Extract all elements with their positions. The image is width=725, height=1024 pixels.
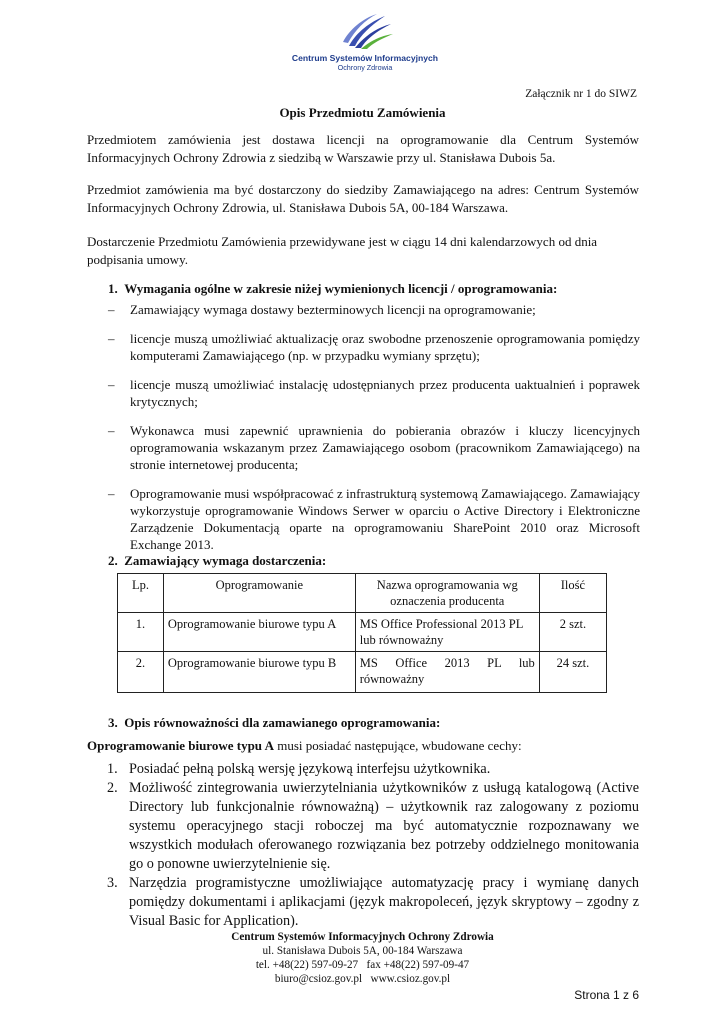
list-item-text: Możliwość zintegrowania uwierzytelniania użytkowników z usługą katalogową (Active Directory lub funkcjonalnie równoważną) – użytkownik raz zalogowany z poziomu systemu operacyjnego stacji roboczej ma być automatycznie rozpoznawany we wszystkich modułach oferowanego rozwiązania bez potrzeby oddzielnego monitowania go o ponowne uwierzytelnienie się. (129, 780, 639, 872)
dash-bullet: – (108, 377, 115, 392)
document-title: Opis Przedmiotu Zamówienia (279, 105, 446, 120)
requirements-list (108, 301, 640, 565)
table-cell-software: Oprogramowanie biurowe typu B (163, 652, 355, 693)
attachment-label: Załącznik nr 1 do SIWZ (525, 88, 637, 100)
list-item (108, 330, 640, 364)
software-table (117, 573, 607, 693)
logo-swoosh-icon (335, 12, 395, 52)
list-item (87, 874, 639, 931)
table-header-quantity: Ilość (539, 574, 606, 613)
table-header-product-name: Nazwa oprogramowania wg oznaczenia producenta (355, 574, 539, 613)
table-header-row (118, 574, 607, 613)
list-item (87, 779, 639, 874)
table-cell-software: Oprogramowanie biurowe typu A (163, 613, 355, 652)
table-row (118, 613, 607, 652)
logo-subtitle: Ochrony Zdrowia (337, 63, 393, 72)
list-item-number: 1. (107, 761, 118, 777)
dash-bullet: – (108, 302, 115, 317)
table-cell-quantity: 24 szt. (539, 652, 606, 693)
list-item-number: 2. (107, 780, 118, 796)
list-item (108, 422, 640, 473)
intro-paragraph-1: Przedmiotem zamówienia jest dostawa licencji na oprogramowanie dla Centrum Systemów Informacyjnych Ochrony Zdrowia z siedzibą w Warszawie przy ul. Stanisława Dubois 5a. (87, 132, 639, 165)
table-cell-product-name: MS Office 2013 PL lub równoważny (355, 652, 539, 693)
section-3-lead (87, 737, 639, 755)
lead-text: musi posiadać następujące, wbudowane cechy: (273, 738, 522, 753)
list-item-text: licencje muszą umożliwiać instalację udostępnianych przez producenta uaktualnień i poprawek krytycznych; (130, 377, 640, 409)
table-header-lp: Lp. (118, 574, 164, 613)
table-cell-product-name: MS Office Professional 2013 PL lub równoważny (355, 613, 539, 652)
list-item-text: Oprogramowanie musi współpracować z infrastrukturą systemową Zamawiającego. Zamawiający wykorzystuje oprogramowanie Windows Serwer w oparciu o Active Directory i Elektroniczne Zarządzenie Dokumentacją oparte na oprogramowaniu SharePoint 2010 oraz Microsoft Exchange 2013. (130, 486, 640, 552)
dash-bullet: – (108, 423, 115, 438)
page-number: Strona 1 z 6 (574, 988, 639, 1002)
intro-paragraph-2: Przedmiot zamówienia ma być dostarczony do siedziby Zamawiającego na adres: Centrum Systemów Informacyjnych Ochrony Zdrowia, ul. Stanisława Dubois 5A, 00-184 Warszawa. (87, 182, 639, 215)
table-row (118, 652, 607, 693)
logo (290, 12, 440, 78)
list-item (87, 760, 639, 779)
section-2-heading: 2. Zamawiający wymaga dostarczenia: (108, 553, 327, 568)
section-3-heading: 3. Opis równoważności dla zamawianego oprogramowania: (108, 715, 441, 730)
table-cell-lp: 1. (118, 613, 164, 652)
intro-paragraph-3: Dostarczenie Przedmiotu Zamówienia przewidywane jest w ciągu 14 dni kalendarzowych od dnia podpisania umowy. (87, 234, 598, 267)
list-item-text: Zamawiający wymaga dostawy bezterminowych licencji na oprogramowanie; (130, 302, 536, 317)
section-1-heading: 1. Wymagania ogólne w zakresie niżej wymienionych licencji / oprogramowania: (108, 281, 558, 296)
footer-contact: biuro@csioz.gov.pl www.csioz.gov.pl (274, 973, 451, 985)
list-item-text: licencje muszą umożliwiać aktualizację oraz swobodne przenoszenie oprogramowania pomiędzy komputerami Zamawiającego (np. w przypadku wymiany sprzętu); (130, 331, 640, 363)
list-item-text: Wykonawca musi zapewnić uprawnienia do pobierania obrazów i kluczy licencyjnych oprogramowania wskazanym przez Zamawiającego osobom (pracownikom Zamawiającego) na stronie internetowej producenta; (130, 423, 640, 472)
footer-address: ul. Stanisława Dubois 5A, 00-184 Warszawa (262, 945, 463, 957)
list-item (108, 485, 640, 553)
table-cell-quantity: 2 szt. (539, 613, 606, 652)
features-list (87, 760, 639, 931)
lead-bold-text: Oprogramowanie biurowe typu A (87, 738, 274, 753)
footer-organization: Centrum Systemów Informacyjnych Ochrony Zdrowia (231, 931, 494, 943)
dash-bullet: – (108, 331, 115, 346)
logo-title: Centrum Systemów Informacyjnych (291, 53, 439, 63)
footer-phone: tel. +48(22) 597-09-27 fax +48(22) 597-09-47 (255, 959, 470, 971)
list-item (108, 376, 640, 410)
table-cell-lp: 2. (118, 652, 164, 693)
list-item (108, 301, 640, 318)
list-item-text: Narzędzia programistyczne umożliwiające automatyzację pracy i wymianę danych pomiędzy dokumentami i aplikacjami (język makropoleceń, język skryptowy – zgodny z Visual Basic for Application). (129, 875, 639, 929)
list-item-number: 3. (107, 875, 118, 891)
table-header-software: Oprogramowanie (163, 574, 355, 613)
list-item-text: Posiadać pełną polską wersję językową interfejsu użytkownika. (129, 761, 491, 777)
page-footer (0, 930, 725, 986)
dash-bullet: – (108, 486, 115, 501)
